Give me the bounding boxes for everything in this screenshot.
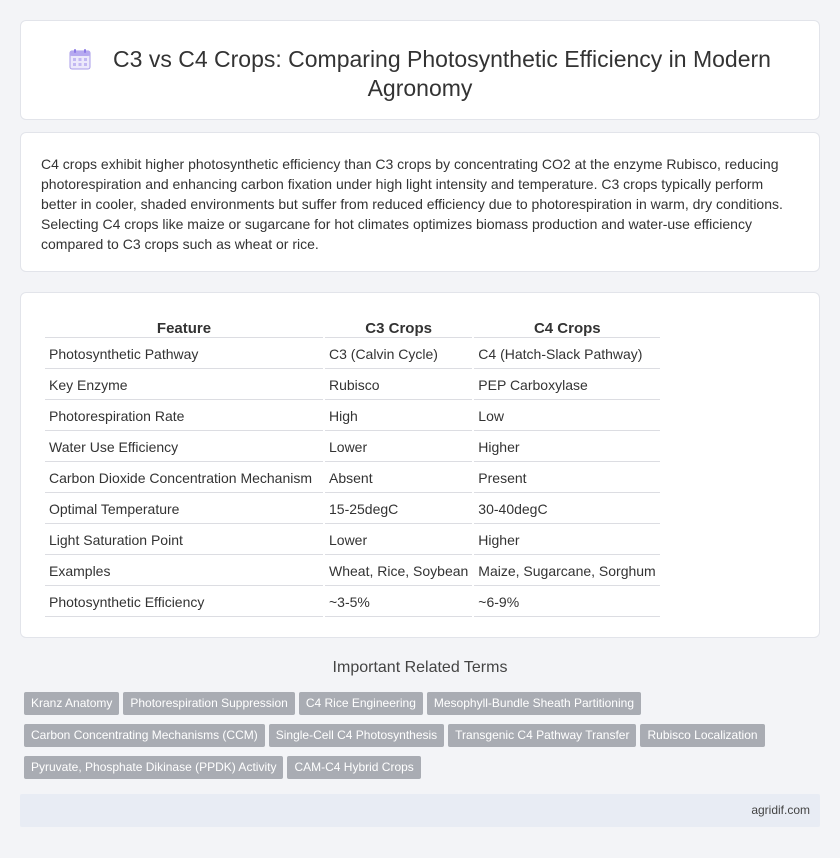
header-feature: Feature [45, 317, 323, 338]
footer [20, 794, 820, 827]
table-row [45, 433, 660, 462]
cell-c4: Maize, Sugarcane, Sorghum [474, 557, 660, 586]
cell-c4: PEP Carboxylase [474, 371, 660, 400]
intro-paragraph: C4 crops exhibit higher photosynthetic efficiency than C3 crops by concentrating CO2 at the enzyme Rubisco, reducing photorespiration and enhancing carbon fixation under high light intensity and temperature. C3 crops typically perform better in cooler, shaded environments but suffer from reduced efficiency due to photorespiration in warm, dry conditions. Selecting C4 crops like maize or sugarcane for hot climates optimizes biomass production and water-use efficiency compared to C3 crops such as wheat or rice. [41, 156, 783, 252]
cell-c4: Higher [474, 433, 660, 462]
cell-c3: Absent [325, 464, 472, 493]
header-card [20, 20, 820, 120]
table-row [45, 340, 660, 369]
cell-feature: Photosynthetic Efficiency [45, 588, 323, 617]
table-header-row [45, 317, 660, 338]
comparison-table-card [20, 292, 820, 638]
tag-transgenic-c4[interactable]: Transgenic C4 Pathway Transfer [448, 724, 636, 747]
table-row [45, 464, 660, 493]
table-row [45, 495, 660, 524]
cell-feature: Light Saturation Point [45, 526, 323, 555]
tag-single-cell-c4[interactable]: Single-Cell C4 Photosynthesis [269, 724, 444, 747]
cell-feature: Key Enzyme [45, 371, 323, 400]
page-title-container [61, 45, 779, 103]
intro-card [20, 132, 820, 272]
related-terms-title: Important Related Terms [332, 659, 508, 676]
tag-photorespiration-suppression[interactable]: Photorespiration Suppression [123, 692, 294, 715]
cell-feature: Optimal Temperature [45, 495, 323, 524]
tag-c4-rice-engineering[interactable]: C4 Rice Engineering [299, 692, 423, 715]
cell-feature: Photosynthetic Pathway [45, 340, 323, 369]
cell-c4: 30-40degC [474, 495, 660, 524]
cell-c4: Higher [474, 526, 660, 555]
tag-row [24, 724, 816, 756]
tag-cam-c4-hybrid[interactable]: CAM-C4 Hybrid Crops [287, 756, 420, 779]
cell-c4: Present [474, 464, 660, 493]
cell-feature: Photorespiration Rate [45, 402, 323, 431]
table-row [45, 402, 660, 431]
tag-ppdk-activity[interactable]: Pyruvate, Phosphate Dikinase (PPDK) Activity [24, 756, 283, 779]
calendar-icon [69, 48, 91, 70]
table-row [45, 371, 660, 400]
cell-c3: High [325, 402, 472, 431]
cell-feature: Carbon Dioxide Concentration Mechanism [45, 464, 323, 493]
table-row [45, 557, 660, 586]
cell-c3: Wheat, Rice, Soybean [325, 557, 472, 586]
cell-c4: ~6-9% [474, 588, 660, 617]
tag-kranz-anatomy[interactable]: Kranz Anatomy [24, 692, 119, 715]
tag-row [24, 692, 816, 724]
table-row [45, 526, 660, 555]
tag-row [24, 756, 816, 788]
table-row [45, 588, 660, 617]
cell-c3: Lower [325, 433, 472, 462]
cell-feature: Examples [45, 557, 323, 586]
cell-c3: Lower [325, 526, 472, 555]
page-title: C3 vs C4 Crops: Comparing Photosynthetic Efficiency in Modern Agronomy [113, 46, 771, 101]
tag-mesophyll-bundle-sheath[interactable]: Mesophyll-Bundle Sheath Partitioning [427, 692, 641, 715]
cell-c3: Rubisco [325, 371, 472, 400]
cell-c4: Low [474, 402, 660, 431]
footer-site-link[interactable]: agridif.com [751, 803, 810, 817]
cell-c3: ~3-5% [325, 588, 472, 617]
tag-ccm[interactable]: Carbon Concentrating Mechanisms (CCM) [24, 724, 265, 747]
cell-c4: C4 (Hatch-Slack Pathway) [474, 340, 660, 369]
related-terms-tags [24, 692, 816, 788]
header-c3: C3 Crops [325, 317, 472, 338]
cell-c3: 15-25degC [325, 495, 472, 524]
cell-c3: C3 (Calvin Cycle) [325, 340, 472, 369]
header-c4: C4 Crops [474, 317, 660, 338]
cell-feature: Water Use Efficiency [45, 433, 323, 462]
tag-rubisco-localization[interactable]: Rubisco Localization [640, 724, 764, 747]
comparison-table [43, 315, 662, 619]
